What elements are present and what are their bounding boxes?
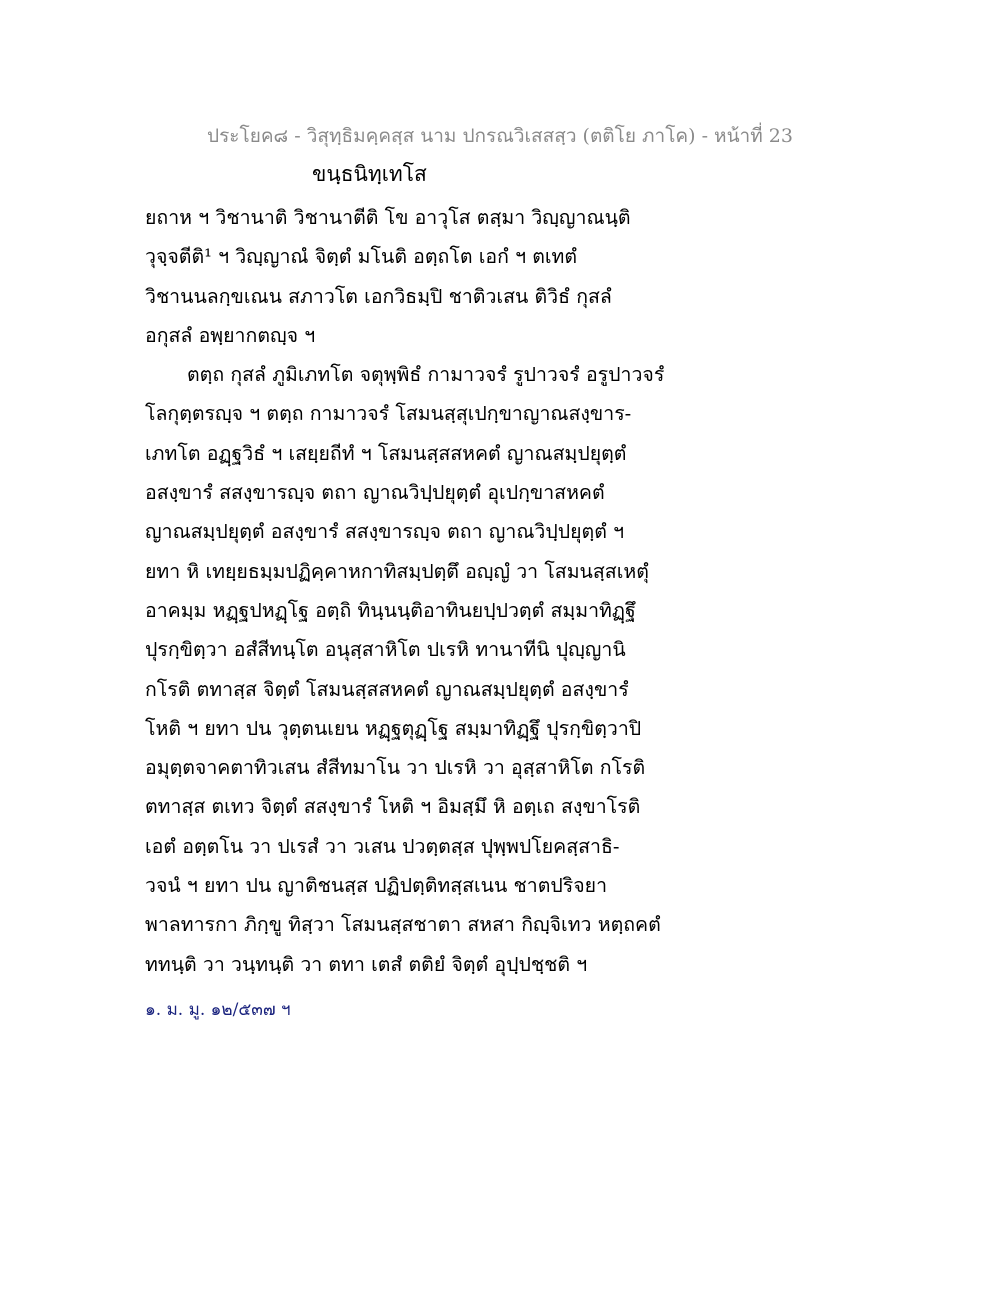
- text-line: เอตํ อตฺตโน วา ปเรสํ วา วเสน ปวตฺตสฺส ปุพฺพปโยคสฺสาธิ-: [145, 834, 620, 858]
- text-line: อมุตฺตจาคตาทิวเสน สํสีทมาโน วา ปเรหิ วา อุสฺสาหิโต กโรติ: [145, 756, 646, 780]
- text-line: ญาณสมฺปยุตฺตํ อสงฺขารํ สสงฺขารญฺจ ตถา ญาณวิปฺปยุตฺตํ ฯ: [145, 520, 625, 544]
- text-line: ยถาห ฯ วิชานาติ วิชานาตีติ โข อาวุโส ตสฺมา วิญฺญาณนฺติ: [145, 206, 631, 229]
- paragraph-1: [145, 198, 705, 355]
- text-line: อสงฺขารํ สสงฺขารญฺจ ตถา ญาณวิปฺปยุตฺตํ อุเปกฺขาสหคตํ: [145, 481, 605, 505]
- text-line: ยทา หิ เทยฺยธมฺมปฏิคฺคาหกาทิสมฺปตฺตึ อญฺญํ วา โสมนสฺสเหตุํ: [145, 559, 649, 583]
- running-header: ประโยค๘ - วิสุทฺธิมคฺคสฺส นาม ปกรณวิเสสสฺว (ตติโย ภาโค) - หน้าที่ 23: [207, 125, 793, 147]
- body-text: [145, 198, 705, 984]
- text-line: กโรติ ตทาสฺส จิตฺตํ โสมนสฺสสหคตํ ญาณสมฺปยุตฺตํ อสงฺขารํ: [145, 677, 629, 701]
- text-line: วุจฺจตีติ¹ ฯ วิญฺญาณํ จิตฺตํ มโนติ อตฺถโต เอกํ ฯ ตเทตํ: [145, 245, 578, 269]
- text-line: อาคมฺม หฏฺฐปหฏฺโฐ อตฺถิ ทินฺนนฺติอาทินยปฺปวตฺตํ สมฺมาทิฏฺฐึ: [145, 598, 636, 622]
- section-title: ขนฺธนิทฺเทโส: [312, 162, 427, 186]
- text-line: พาลทารกา ภิกฺขู ทิสฺวา โสมนสฺสชาตา สหสา กิญฺจิเทว หตฺถคตํ: [145, 913, 661, 937]
- footnote: ๑. ม. มู. ๑๒/๕๓๗ ฯ: [145, 1000, 291, 1020]
- paragraph-2: [145, 355, 705, 984]
- text-line: ปุรกฺขิตฺวา อสํสีทนฺโต อนุสฺสาหิโต ปเรหิ ทานาทีนิ ปุญฺญานิ: [145, 638, 626, 662]
- text-line: เภทโต อฏฺฐวิธํ ฯ เสยฺยถีทํ ฯ โสมนสฺสสหคตํ ญาณสมฺปยุตฺตํ: [145, 441, 627, 465]
- text-line: ตตฺถ กุสลํ ภูมิเภทโต จตุพฺพิธํ กามาวจรํ รูปาวจรํ อรูปาวจรํ: [187, 363, 665, 387]
- text-line: ตทาสฺส ตเทว จิตฺตํ สสงฺขารํ โหติ ฯ อิมสฺมึ หิ อตฺเถ สงฺขาโรติ: [145, 795, 641, 819]
- text-line: โหติ ฯ ยทา ปน วุตฺตนเยน หฏฺฐตุฏฺโฐ สมฺมาทิฏฺฐึ ปุรกฺขิตฺวาปิ: [145, 716, 642, 740]
- text-line: ททนฺติ วา วนฺทนฺติ วา ตทา เตสํ ตติยํ จิตฺตํ อุปฺปชฺชติ ฯ: [145, 952, 588, 976]
- text-line: อกุสลํ อพฺยากตญฺจ ฯ: [145, 323, 316, 347]
- text-line: โลกุตฺตรญฺจ ฯ ตตฺถ กามาวจรํ โสมนสฺสุเปกฺขาญาณสงฺขาร-: [145, 402, 632, 426]
- text-line: วิชานนลกฺขเณน สภาวโต เอกวิธมฺปิ ชาติวเสน ติวิธํ กุสลํ: [145, 284, 612, 308]
- text-line: วจนํ ฯ ยทา ปน ญาติชนสฺส ปฏิปตฺติทสฺสเนน ชาตปริจยา: [145, 874, 608, 898]
